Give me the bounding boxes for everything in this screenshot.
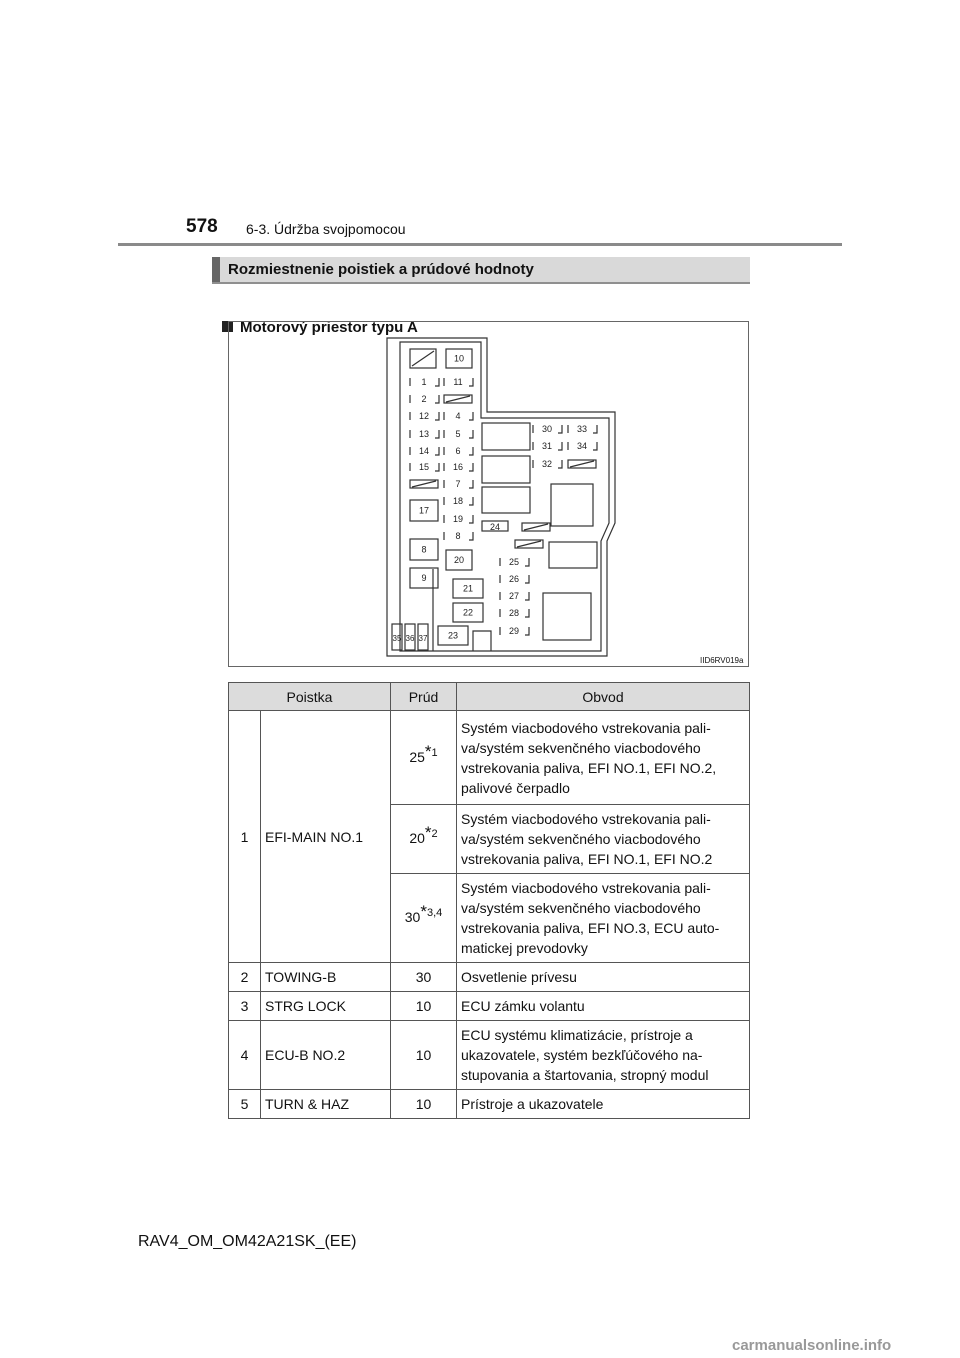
- fuse-label: 37: [418, 634, 428, 643]
- footnote-star: *: [420, 902, 427, 921]
- spare-fuse-slash: [412, 481, 436, 487]
- fuse-diagram-frame: [228, 321, 749, 667]
- relay: [549, 542, 597, 568]
- footnote-star: *: [424, 741, 432, 761]
- fuse-name: TOWING-B: [261, 963, 391, 992]
- fuse-number: 2: [229, 963, 261, 992]
- fuse-circuit: Systém viacbodového vstrekovania pali-va/systém sekvenčného viacbodového vstrekovania paliva, EFI NO.1, EFI NO.2: [457, 805, 750, 874]
- fuse-number: 5: [229, 1090, 261, 1119]
- spare-fuse-slash: [524, 524, 548, 530]
- fuse-circuit: ECU systému klimatizácie, prístroje a ukazovatele, systém bezkľúčového na-stupovania a štartovania, stropný modul: [457, 1021, 750, 1090]
- fuse-label: 10: [453, 353, 465, 364]
- table-row: [229, 1021, 750, 1090]
- fuse-label: 33: [576, 424, 588, 434]
- section-heading: Rozmiestnenie poistiek a prúdové hodnoty: [228, 261, 534, 278]
- footnote-star: *: [424, 823, 432, 842]
- current-value: 25: [409, 748, 425, 765]
- fuse-table: [228, 682, 750, 1119]
- fuse-label: 7: [455, 479, 461, 489]
- table-row: [229, 992, 750, 1021]
- fuse-label: 12: [418, 411, 430, 421]
- footnote-ref: 3,4: [426, 907, 443, 919]
- fuse-label: 29: [508, 626, 520, 636]
- fuse-label: 4: [455, 411, 461, 421]
- fuse-current: 10: [391, 1090, 457, 1119]
- relay: [482, 487, 530, 513]
- spare-fuse-slash: [570, 461, 594, 467]
- fuse-label: 8: [455, 531, 461, 541]
- fuse-circuit: Systém viacbodového vstrekovania pali-va/systém sekvenčného viacbodového vstrekovania paliva, EFI NO.1, EFI NO.2, palivové čerpadlo: [457, 711, 750, 805]
- fuse-label: 35: [392, 634, 402, 643]
- relay: [482, 423, 530, 450]
- watermark: carmanualsonline.info: [732, 1337, 892, 1354]
- fuse-label: 22: [462, 607, 474, 618]
- fuse-name: TURN & HAZ: [261, 1090, 391, 1119]
- spare-fuse-slash: [446, 396, 470, 402]
- fuse-label: 32: [541, 459, 553, 469]
- column-header-current: Prúd: [391, 683, 457, 711]
- fuse-circuit: Systém viacbodového vstrekovania pali-va/systém sekvenčného viacbodového vstrekovania paliva, EFI NO.3, ECU auto-matickej prevodovky: [457, 874, 750, 963]
- page-number: 578: [186, 216, 218, 237]
- fuse-label: 2: [421, 394, 427, 404]
- relay: [482, 456, 530, 483]
- diagram-code: IID6RV019a: [700, 656, 744, 665]
- fuse-number: 4: [229, 1021, 261, 1090]
- fuse-label: 15: [418, 462, 430, 472]
- fuse-label: 13: [418, 429, 430, 439]
- fuse-label: 11: [453, 377, 463, 387]
- subheading-text: Motorový priestor typu A: [240, 319, 418, 336]
- fuse-label: 26: [508, 574, 520, 584]
- fuse-cover-slash: [412, 351, 434, 366]
- fuse-label: 8: [421, 544, 427, 555]
- fuse-circuit: Prístroje a ukazovatele: [457, 1090, 750, 1119]
- fuse-label: 17: [418, 505, 430, 516]
- fuse-label: 16: [452, 462, 464, 472]
- fuse-circuit: Osvetlenie prívesu: [457, 963, 750, 992]
- fuse-label: 20: [453, 555, 465, 565]
- fuse-label: 9: [421, 573, 427, 583]
- fuse-label: 19: [452, 514, 464, 524]
- fuse-number: 3: [229, 992, 261, 1021]
- fuse-label: 23: [447, 630, 459, 641]
- fuse-name: EFI-MAIN NO.1: [261, 711, 391, 963]
- section-title: 6-3. Údržba svojpomocou: [246, 221, 406, 237]
- footnote-ref: 2: [431, 828, 438, 840]
- column-header-fuse: Poistka: [229, 683, 391, 711]
- fuse-name: ECU-B NO.2: [261, 1021, 391, 1090]
- fuse-label: 25: [508, 557, 520, 567]
- fuse-current: [391, 805, 457, 874]
- spare-fuse-slash: [517, 541, 541, 547]
- current-value: 20: [409, 830, 425, 846]
- fuse-label: 5: [455, 429, 461, 439]
- fuse-current: [391, 711, 457, 805]
- document-footer: RAV4_OM_OM42A21SK_(EE): [138, 1233, 357, 1250]
- current-value: 30: [404, 909, 421, 925]
- fuse-box-inner-outline: [400, 342, 609, 651]
- fuse-label: 21: [462, 583, 474, 594]
- fuse-label: 6: [455, 446, 461, 456]
- header-divider: [118, 243, 842, 246]
- fuse-label: 28: [508, 608, 520, 618]
- relay: [543, 593, 591, 640]
- table-row: [229, 711, 750, 805]
- fuse-current: 10: [391, 1021, 457, 1090]
- fuse-current: 10: [391, 992, 457, 1021]
- fuse-current: 30: [391, 963, 457, 992]
- footnote-ref: 1: [431, 746, 438, 759]
- fuse-label: 14: [418, 446, 430, 456]
- fuse-name: STRG LOCK: [261, 992, 391, 1021]
- fuse-label: 24: [489, 522, 501, 532]
- fuse-label: 1: [421, 377, 427, 387]
- fuse-box-notch: [473, 631, 491, 651]
- fuse-box-diagram: [229, 322, 750, 668]
- section-heading-bar: [212, 257, 750, 284]
- fuse-number: 1: [229, 711, 261, 963]
- fuse-label: 30: [541, 424, 553, 434]
- relay: [551, 484, 593, 526]
- table-header-row: [229, 683, 750, 711]
- column-header-circuit: Obvod: [457, 683, 750, 711]
- table-row: [229, 963, 750, 992]
- heading-marker: [212, 257, 220, 282]
- fuse-label: 34: [576, 441, 588, 451]
- fuse-label: 31: [541, 441, 553, 451]
- fuse-label: 27: [508, 591, 520, 601]
- table-row: [229, 1090, 750, 1119]
- fuse-label: 36: [405, 634, 415, 643]
- fuse-current: [391, 874, 457, 963]
- fuse-label: 18: [452, 496, 464, 506]
- fuse-circuit: ECU zámku volantu: [457, 992, 750, 1021]
